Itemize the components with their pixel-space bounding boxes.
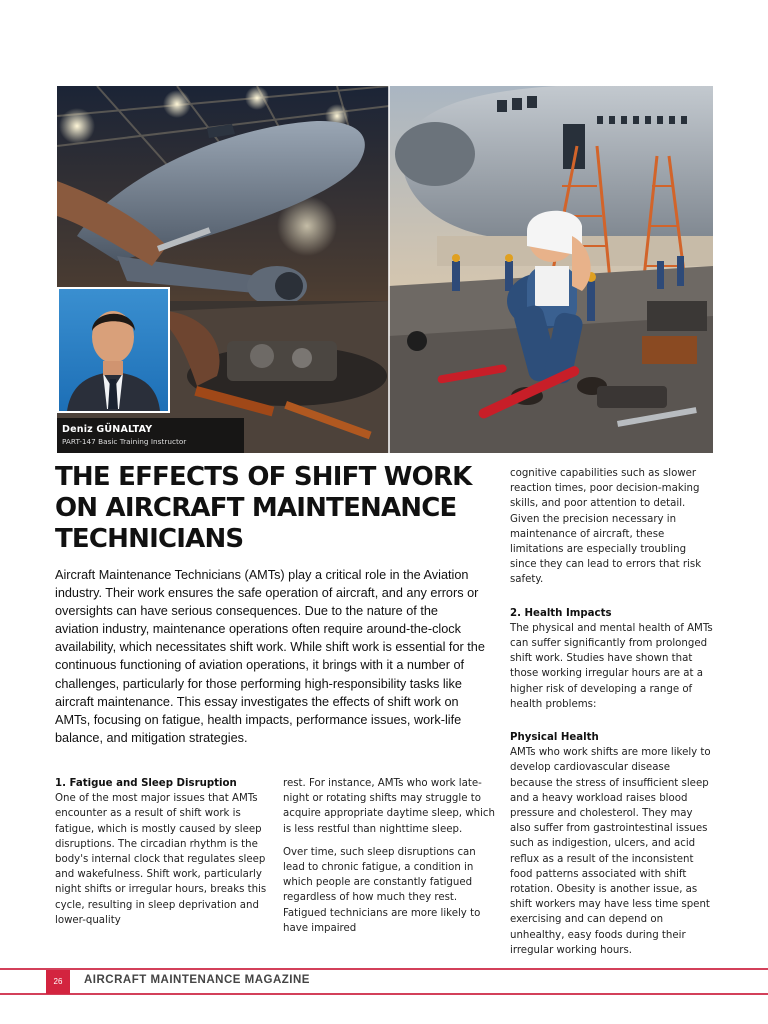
footer-rule-bottom — [0, 993, 768, 995]
body-column-3 — [510, 466, 715, 966]
article-title: THE EFFECTS OF SHIFT WORK ON AIRCRAFT MAINTENANCE TECHNICIANS — [55, 462, 472, 554]
article-intro: Aircraft Maintenance Technicians (AMTs) play a critical role in the Aviation industry. Their work ensures the safe operation of aircraft, and any errors or oversights can have serious consequences. Due to the nature of the aviation industry, maintenance operations often require around-the-clock availability, which necessitates shift work. While shift work is essential for the continuous functioning of aviation operations, it brings with it a number of challenges, particularly for those performing high-responsibility tasks like aircraft maintenance. This essay investigates the effects of shift work on AMTs, focusing on fatigue, health impacts, performance issues, work-life balance, and mitigation strategies. — [55, 568, 485, 745]
footer-rule-top — [0, 968, 768, 970]
author-portrait — [57, 287, 170, 413]
body-paragraph: Over time, such sleep disruptions can lead to chronic fatigue, a condition in which people are constantly fatigued regardless of how much they rest. Fatigued technicians are more likely to have impaired — [283, 846, 481, 934]
body-column-2 — [283, 776, 495, 944]
body-paragraph: AMTs who work shifts are more likely to develop cardiovascular disease because the stress of insufficient sleep and a heavy workload raises blood pressure and cholesterol. They may also suffer from gastrointestinal issues such as indigestion, ulcers, and acid reflux as a result of the inconsistent food patterns associated with shift rotation. Obesity is another issue, as shift workers may have less time spent exercising and can depend on unhealthy, easy foods during their irregular working hours. — [510, 747, 711, 956]
author-role: PART-147 Basic Training Instructor — [62, 437, 187, 446]
body-column-1 — [55, 776, 270, 936]
body-paragraph: The physical and mental health of AMTs can suffer significantly from prolonged shift work. Studies have shown that those working irregular hours are at a higher risk of developing a range of health problems: — [510, 622, 713, 710]
author-caption — [57, 418, 244, 453]
section-heading-fatigue: 1. Fatigue and Sleep Disruption — [55, 778, 237, 789]
magazine-name: AIRCRAFT MAINTENANCE MAGAZINE — [84, 974, 310, 986]
subheading-physical-health: Physical Health — [510, 732, 599, 744]
page-number: 26 — [46, 970, 70, 994]
body-paragraph: One of the most major issues that AMTs encounter as a result of shift work is fatigue, which is mostly caused by sleep disruptions. The circadian rhythm is the body's internal clock that regulates sleep and wakefulness. Shift work, particularly night shifts or irregular hours, breaks this cycle, resulting in sleep deprivation and lower-quality — [55, 793, 267, 926]
body-paragraph: cognitive capabilities such as slower reaction times, poor decision-making skills, and poor attention to detail. Given the precision necessary in maintenance of aircraft, these limitations are especially troubling since they can lead to errors that risk safety. — [510, 468, 702, 586]
author-name: Deniz GÜNALTAY — [62, 424, 153, 435]
section-heading-health: 2. Health Impacts — [510, 607, 612, 619]
body-paragraph: rest. For instance, AMTs who work late-night or rotating shifts may struggle to acquire appropriate daytime sleep, which is less restful than nighttime sleep. — [283, 778, 495, 835]
